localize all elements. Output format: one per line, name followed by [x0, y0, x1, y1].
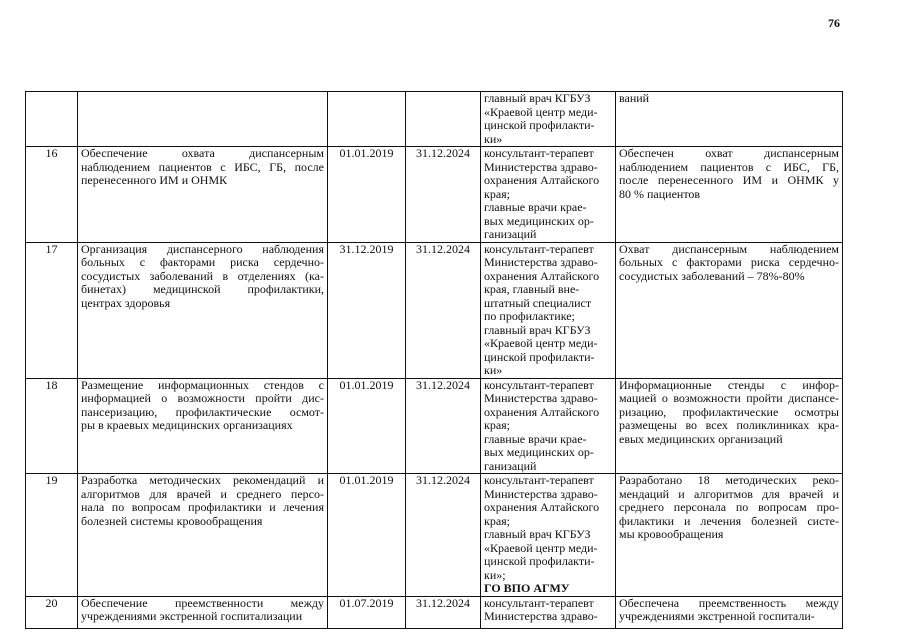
task-cell: [78, 596, 328, 628]
result-cell-line: мацией о возможности пройти диспансе-: [619, 391, 839, 405]
result-cell-line: учреждениями экстренной госпитали-: [619, 609, 815, 623]
task-cell-line: наблюдением пациентов с ИБС, ГБ, после: [81, 159, 324, 174]
responsible-cell-line: цинской профилакти-: [484, 118, 595, 132]
responsible-cell-line: Министерства здраво-: [484, 255, 598, 269]
row-number: 17: [26, 242, 78, 378]
result-cell: [616, 242, 843, 378]
result-cell-line: Обеспечена преемственность между: [619, 596, 839, 610]
result-cell-line: евых медицинских организаций: [619, 431, 783, 446]
task-cell-line: алгоритмов для врачей и среднего персо-: [81, 486, 324, 501]
measures-table-body: [26, 92, 843, 629]
task-cell-line: центрах здоровья: [81, 295, 171, 310]
task-cell-line: нала по вопросам профилактики и лечения: [81, 500, 324, 514]
responsible-cell-line: охранения Алтайского: [484, 500, 600, 514]
end-date-cell: 31.12.2024: [406, 242, 481, 378]
responsible-cell-line: охранения Алтайского: [484, 173, 600, 187]
table-row: [26, 242, 843, 378]
responsible-cell: [481, 242, 616, 378]
responsible-cell-line: Министерства здраво-: [484, 159, 598, 174]
end-date-cell: 31.12.2024: [406, 474, 481, 597]
responsible-cell-line: консультант-терапевт: [484, 473, 594, 487]
end-date-cell: 31.12.2024: [406, 596, 481, 628]
responsible-cell: [481, 147, 616, 243]
responsible-cell-line: Министерства здраво-: [484, 391, 598, 405]
start-date-cell: 01.07.2019: [328, 596, 406, 628]
responsible-cell: [481, 92, 616, 147]
task-cell: [78, 378, 328, 474]
result-cell-line: ваний: [619, 91, 650, 105]
end-date-cell: 31.12.2024: [406, 378, 481, 474]
result-cell: [616, 596, 843, 628]
row-number: 20: [26, 596, 78, 628]
result-cell-line: филактики и лечения болезней систе-: [619, 513, 839, 528]
page-number: 76: [828, 16, 840, 30]
task-cell-line: болезней системы кровообращения: [81, 513, 263, 528]
responsible-cell-line: Министерства здраво-: [484, 609, 598, 623]
task-cell-line: сосудистых заболеваний в отделениях (ка-: [81, 268, 324, 283]
responsible-cell-line: ки»: [484, 363, 503, 377]
responsible-cell-line: ки»: [484, 131, 503, 146]
result-cell-line: 80 % пациентов: [619, 186, 701, 201]
result-cell-line: Разработано 18 методических реко-: [619, 473, 839, 487]
start-date-cell: 31.12.2019: [328, 242, 406, 378]
responsible-cell-line: цинской профилакти-: [484, 349, 595, 364]
responsible-cell-line: главный врач КГБУЗ: [484, 527, 591, 541]
result-cell-line: мендаций и алгоритмов для врачей и: [619, 486, 839, 501]
task-cell-line: информацией о возможности пройти дис-: [81, 391, 324, 405]
responsible-cell-line: консультант-терапевт: [484, 146, 594, 160]
responsible-cell-line: главные врачи крае-: [484, 200, 587, 214]
responsible-cell-line: охранения Алтайского: [484, 404, 600, 419]
responsible-cell-line: консультант-терапевт: [484, 596, 594, 610]
table-row: [26, 147, 843, 243]
task-cell-line: больных с факторами риска сердечно-: [81, 255, 324, 269]
task-cell-line: ры в краевых медицинских организациях: [81, 418, 293, 432]
table-row: [26, 474, 843, 597]
result-cell: [616, 474, 843, 597]
responsible-cell-line: цинской профилакти-: [484, 554, 595, 568]
task-cell: [78, 242, 328, 378]
result-cell-line: ризацию, профилактические осмотры: [619, 404, 839, 419]
result-cell: [616, 92, 843, 147]
task-cell-line: учреждениями экстренной госпитализации: [81, 609, 303, 623]
task-cell: [78, 147, 328, 243]
responsible-cell-line: ганизаций: [484, 227, 537, 241]
result-cell-line: Охват диспансерным наблюдением: [619, 242, 839, 256]
responsible-cell-line: края;: [484, 418, 511, 432]
task-cell-line: Размещение информационных стендов с: [81, 378, 324, 392]
table-row: [26, 378, 843, 474]
row-number: 16: [26, 147, 78, 243]
table-row: [26, 596, 843, 628]
task-cell-line: бинетах) медицинской профилактики,: [81, 282, 324, 296]
row-number: 18: [26, 378, 78, 474]
task-cell-line: Обеспечение преемственности между: [81, 596, 324, 610]
row-number: 19: [26, 474, 78, 597]
responsible-cell-line: края;: [484, 186, 511, 201]
start-date-cell: 01.01.2019: [328, 474, 406, 597]
start-date-cell: [328, 92, 406, 147]
responsible-cell-line: ганизаций: [484, 458, 537, 473]
responsible-cell-line: вых медицинских ор-: [484, 213, 594, 228]
responsible-cell-line: «Краевой центр меди-: [484, 104, 598, 119]
task-cell-line: пансеризацию, профилактические осмот-: [81, 404, 324, 419]
responsible-cell-line: главный врач КГБУЗ: [484, 91, 591, 105]
task-cell-line: Разработка методических рекомендаций и: [81, 473, 324, 487]
result-cell-line: больных с факторами риска сердечно-: [619, 255, 839, 269]
task-cell-line: Обеспечение охвата диспансерным: [81, 146, 324, 160]
responsible-cell-line: главный врач КГБУЗ: [484, 322, 591, 337]
responsible-cell-line: охранения Алтайского: [484, 268, 600, 283]
responsible-cell-line: ГО ВПО АГМУ: [484, 581, 570, 595]
responsible-cell-line: главные врачи крае-: [484, 431, 587, 446]
responsible-cell-line: ки»;: [484, 567, 506, 582]
responsible-cell: [481, 378, 616, 474]
result-cell-line: мы кровообращения: [619, 527, 724, 541]
responsible-cell: [481, 474, 616, 597]
result-cell: [616, 147, 843, 243]
task-cell-line: Организация диспансерного наблюдения: [81, 242, 324, 256]
result-cell-line: сосудистых заболеваний – 78%-80%: [619, 268, 805, 283]
start-date-cell: 01.01.2019: [328, 378, 406, 474]
responsible-cell-line: по профилактике;: [484, 309, 575, 323]
responsible-cell-line: края;: [484, 513, 511, 528]
result-cell-line: среднего персонала по вопросам про-: [619, 500, 839, 514]
result-cell-line: Информационные стенды с инфор-: [619, 378, 839, 392]
result-cell-line: размещены во всех поликлиниках кра-: [619, 418, 839, 432]
responsible-cell-line: края, главный вне-: [484, 282, 580, 296]
measures-table: [25, 91, 843, 629]
responsible-cell-line: вых медицинских ор-: [484, 445, 594, 459]
result-cell-line: наблюдением пациентов с ИБС, ГБ,: [619, 159, 839, 174]
start-date-cell: 01.01.2019: [328, 147, 406, 243]
result-cell: [616, 378, 843, 474]
responsible-cell-line: консультант-терапевт: [484, 378, 594, 392]
result-cell-line: после перенесенного ИМ и ОНМК у: [619, 173, 839, 187]
task-cell: [78, 92, 328, 147]
table-row: [26, 92, 843, 147]
responsible-cell-line: штатный специалист: [484, 295, 592, 310]
responsible-cell-line: «Краевой центр меди-: [484, 336, 598, 350]
row-number: [26, 92, 78, 147]
responsible-cell-line: Министерства здраво-: [484, 486, 598, 501]
task-cell: [78, 474, 328, 597]
end-date-cell: 31.12.2024: [406, 147, 481, 243]
responsible-cell-line: «Краевой центр меди-: [484, 540, 598, 555]
responsible-cell: [481, 596, 616, 628]
task-cell-line: перенесенного ИМ и ОНМК: [81, 173, 228, 187]
result-cell-line: Обеспечен охват диспансерным: [619, 146, 839, 160]
end-date-cell: [406, 92, 481, 147]
responsible-cell-line: консультант-терапевт: [484, 242, 594, 256]
